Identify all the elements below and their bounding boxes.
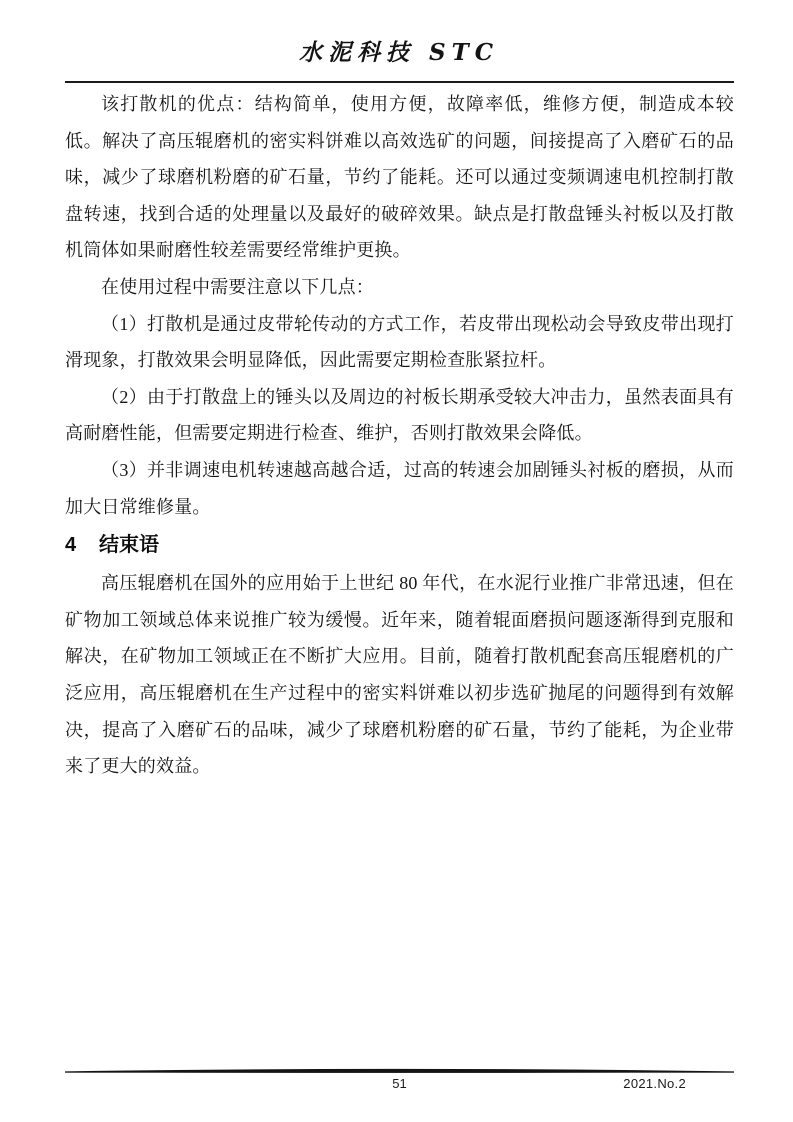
footer-rule — [65, 1066, 734, 1075]
body-paragraph-item-1: （1）打散机是通过皮带轮传动的方式工作，若皮带出现松动会导致皮带出现打滑现象，打散效果会明显降低，因此需要定期检查胀紧拉杆。 — [65, 313, 734, 371]
section-title: 结束语 — [99, 534, 159, 557]
issue-label: 2021.No.2 — [623, 1076, 686, 1091]
running-header — [65, 38, 733, 68]
article-body — [65, 86, 734, 785]
section-heading — [65, 526, 734, 564]
page-number: 51 — [392, 1076, 407, 1091]
journal-title: 水泥科技 STC — [298, 39, 500, 66]
page-footer — [65, 1034, 734, 1122]
footer-row — [65, 1076, 734, 1096]
body-paragraph: 该打散机的优点：结构简单，使用方便，故障率低，维修方便，制造成本较低。解决了高压辊磨机的密实料饼难以高效选矿的问题，间接提高了入磨矿石的品味，减少了球磨机粉磨的矿石量，节约了能耗。还可以通过变频调速电机控制打散盘转速，找到合适的处理量以及最好的破碎效果。缺点是打散盘锤头衬板以及打散机筒体如果耐磨性较差需要经常维护更换。 — [65, 94, 734, 261]
body-paragraph: 在使用过程中需要注意以下几点： — [101, 276, 374, 297]
body-paragraph-item-3: （3）并非调速电机转速越高越合适，过高的转速会加剧锤头衬板的磨损，从而加大日常维修量。 — [65, 459, 734, 517]
header-rule — [65, 81, 734, 83]
conclusion-paragraph: 高压辊磨机在国外的应用始于上世纪 80 年代，在水泥行业推广非常迅速，但在矿物加工领域总体来说推广较为缓慢。近年来，随着辊面磨损问题逐渐得到克服和解决，在矿物加工领域正在不断扩大应用。目前，随着打散机配套高压辊磨机的广泛应用，高压辊磨机在生产过程中的密实料饼难以初步选矿抛尾的问题得到有效解决，提高了入磨矿石的品味，减少了球磨机粉磨的矿石量，节约了能耗，为企业带来了更大的效益。 — [65, 573, 734, 777]
body-paragraph-item-2: （2）由于打散盘上的锤头以及周边的衬板长期承受较大冲击力，虽然表面具有高耐磨性能，但需要定期进行检查、维护，否则打散效果会降低。 — [65, 386, 734, 444]
section-number: 4 — [65, 534, 77, 557]
